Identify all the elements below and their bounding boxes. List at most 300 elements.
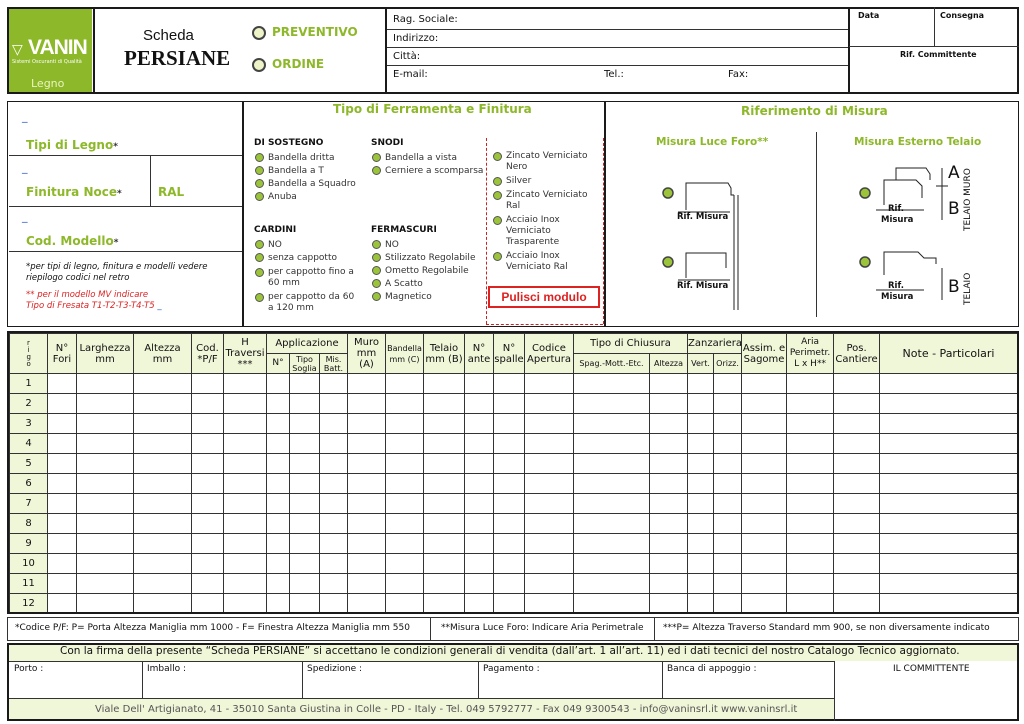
table-cell[interactable] [574, 374, 650, 394]
table-cell[interactable] [290, 534, 320, 554]
table-cell[interactable] [650, 474, 688, 494]
table-cell[interactable] [224, 514, 267, 534]
table-cell[interactable] [290, 514, 320, 534]
table-cell[interactable] [267, 494, 290, 514]
table-cell[interactable] [742, 514, 787, 534]
table-cell[interactable] [348, 514, 386, 534]
table-cell[interactable] [787, 514, 834, 534]
data-field[interactable]: Data [858, 11, 880, 20]
table-cell[interactable] [348, 414, 386, 434]
table-cell[interactable] [424, 414, 465, 434]
table-cell[interactable] [650, 394, 688, 414]
table-cell[interactable] [742, 574, 787, 594]
table-cell[interactable] [192, 494, 224, 514]
fax-field[interactable]: Fax: [728, 69, 749, 80]
indirizzo-field[interactable]: Indirizzo: [393, 33, 439, 44]
citta-field[interactable]: Città: [393, 51, 421, 62]
table-cell[interactable] [465, 474, 494, 494]
table-cell[interactable] [134, 554, 192, 574]
table-cell[interactable] [494, 594, 525, 614]
radio-option[interactable]: NO [255, 239, 360, 252]
table-cell[interactable] [320, 374, 348, 394]
radio-option[interactable]: Silver [493, 176, 601, 187]
table-cell[interactable] [224, 454, 267, 474]
table-cell[interactable] [348, 434, 386, 454]
table-cell[interactable] [77, 454, 134, 474]
table-cell[interactable] [77, 414, 134, 434]
table-cell[interactable] [267, 534, 290, 554]
table-cell[interactable] [465, 454, 494, 474]
table-cell[interactable] [688, 554, 714, 574]
cod-modello-label[interactable]: Cod. Modello* [26, 234, 119, 248]
table-cell[interactable] [224, 534, 267, 554]
table-cell[interactable] [834, 374, 880, 394]
table-cell[interactable] [834, 574, 880, 594]
table-cell[interactable] [134, 574, 192, 594]
table-cell[interactable] [787, 434, 834, 454]
table-cell[interactable] [787, 374, 834, 394]
table-cell[interactable] [880, 594, 1018, 614]
table-cell[interactable] [48, 554, 77, 574]
table-cell[interactable] [742, 534, 787, 554]
table-cell[interactable] [386, 594, 424, 614]
table-cell[interactable] [386, 434, 424, 454]
table-cell[interactable] [494, 394, 525, 414]
table-cell[interactable] [574, 554, 650, 574]
table-cell[interactable] [224, 554, 267, 574]
table-cell[interactable] [386, 494, 424, 514]
table-cell[interactable] [290, 594, 320, 614]
table-cell[interactable] [267, 514, 290, 534]
radio-option[interactable]: Magnetico [372, 291, 475, 304]
radio-option[interactable]: Ometto Regolabile [372, 265, 475, 278]
table-cell[interactable] [134, 434, 192, 454]
table-cell[interactable] [224, 494, 267, 514]
table-cell[interactable] [880, 494, 1018, 514]
table-cell[interactable] [787, 534, 834, 554]
table-cell[interactable] [574, 434, 650, 454]
tipi-legno-label[interactable]: Tipi di Legno* [26, 138, 118, 152]
table-cell[interactable] [320, 454, 348, 474]
table-cell[interactable] [525, 454, 574, 474]
finitura-noce-label[interactable]: Finitura Noce* [26, 185, 122, 199]
table-cell[interactable] [386, 554, 424, 574]
table-cell[interactable] [650, 494, 688, 514]
spedizione-field[interactable]: Spedizione : [307, 664, 363, 674]
table-cell[interactable] [424, 454, 465, 474]
radio-option[interactable]: A Scatto [372, 278, 475, 291]
table-cell[interactable] [574, 494, 650, 514]
table-cell[interactable] [290, 494, 320, 514]
table-cell[interactable] [348, 494, 386, 514]
table-cell[interactable] [48, 454, 77, 474]
table-cell[interactable] [880, 474, 1018, 494]
table-cell[interactable] [787, 474, 834, 494]
table-cell[interactable] [525, 414, 574, 434]
table-cell[interactable] [650, 534, 688, 554]
table-cell[interactable] [192, 534, 224, 554]
table-cell[interactable] [714, 494, 742, 514]
porto-field[interactable]: Porto : [14, 664, 44, 674]
table-cell[interactable] [77, 574, 134, 594]
radio-option[interactable]: Zincato Verniciato Nero [493, 151, 601, 173]
table-cell[interactable] [574, 394, 650, 414]
table-cell[interactable] [714, 594, 742, 614]
table-cell[interactable] [880, 434, 1018, 454]
table-cell[interactable] [742, 394, 787, 414]
table-cell[interactable] [574, 414, 650, 434]
table-cell[interactable] [290, 414, 320, 434]
table-cell[interactable] [688, 434, 714, 454]
table-cell[interactable] [320, 474, 348, 494]
table-cell[interactable] [494, 514, 525, 534]
table-cell[interactable] [348, 594, 386, 614]
table-cell[interactable] [880, 414, 1018, 434]
table-cell[interactable] [465, 494, 494, 514]
table-cell[interactable] [48, 394, 77, 414]
table-cell[interactable] [77, 474, 134, 494]
table-cell[interactable] [290, 574, 320, 594]
table-cell[interactable] [688, 374, 714, 394]
table-cell[interactable] [134, 534, 192, 554]
radio-option[interactable]: NO [372, 239, 475, 252]
table-cell[interactable] [267, 434, 290, 454]
table-cell[interactable] [424, 374, 465, 394]
table-cell[interactable] [880, 454, 1018, 474]
table-cell[interactable] [688, 594, 714, 614]
table-cell[interactable] [880, 374, 1018, 394]
table-cell[interactable] [787, 574, 834, 594]
table-cell[interactable] [742, 594, 787, 614]
table-cell[interactable] [48, 534, 77, 554]
table-cell[interactable] [348, 374, 386, 394]
table-cell[interactable] [192, 514, 224, 534]
table-cell[interactable] [834, 534, 880, 554]
table-cell[interactable] [424, 594, 465, 614]
table-cell[interactable] [834, 394, 880, 414]
table-cell[interactable] [192, 374, 224, 394]
table-cell[interactable] [320, 574, 348, 594]
table-cell[interactable] [48, 474, 77, 494]
table-cell[interactable] [224, 414, 267, 434]
table-cell[interactable] [134, 454, 192, 474]
table-cell[interactable] [224, 594, 267, 614]
table-cell[interactable] [650, 454, 688, 474]
table-cell[interactable] [714, 454, 742, 474]
table-cell[interactable] [742, 374, 787, 394]
table-cell[interactable] [290, 434, 320, 454]
table-cell[interactable] [494, 434, 525, 454]
table-cell[interactable] [525, 514, 574, 534]
table-cell[interactable] [267, 454, 290, 474]
ordine-radio[interactable] [252, 58, 266, 72]
table-cell[interactable] [714, 394, 742, 414]
table-cell[interactable] [424, 554, 465, 574]
table-cell[interactable] [77, 554, 134, 574]
table-cell[interactable] [714, 554, 742, 574]
table-cell[interactable] [787, 454, 834, 474]
table-cell[interactable] [134, 394, 192, 414]
table-cell[interactable] [714, 414, 742, 434]
table-cell[interactable] [134, 374, 192, 394]
table-cell[interactable] [77, 494, 134, 514]
table-cell[interactable] [224, 474, 267, 494]
radio-option[interactable]: Anuba [255, 191, 356, 204]
table-cell[interactable] [834, 494, 880, 514]
table-cell[interactable] [465, 374, 494, 394]
table-cell[interactable] [688, 474, 714, 494]
table-cell[interactable] [77, 374, 134, 394]
table-cell[interactable] [688, 414, 714, 434]
table-cell[interactable] [525, 474, 574, 494]
table-cell[interactable] [880, 514, 1018, 534]
radio-option[interactable]: per cappotto fino a 60 mm [255, 267, 360, 289]
table-cell[interactable] [650, 554, 688, 574]
table-cell[interactable] [650, 514, 688, 534]
table-cell[interactable] [348, 574, 386, 594]
table-cell[interactable] [48, 574, 77, 594]
table-cell[interactable] [688, 534, 714, 554]
table-cell[interactable] [290, 454, 320, 474]
table-cell[interactable] [386, 534, 424, 554]
table-cell[interactable] [267, 554, 290, 574]
table-cell[interactable] [494, 574, 525, 594]
table-cell[interactable] [494, 454, 525, 474]
table-cell[interactable] [320, 534, 348, 554]
table-cell[interactable] [424, 394, 465, 414]
table-cell[interactable] [192, 434, 224, 454]
table-cell[interactable] [650, 594, 688, 614]
table-cell[interactable] [48, 374, 77, 394]
table-cell[interactable] [267, 394, 290, 414]
table-cell[interactable] [834, 414, 880, 434]
table-cell[interactable] [742, 414, 787, 434]
table-cell[interactable] [267, 574, 290, 594]
table-cell[interactable] [192, 554, 224, 574]
table-cell[interactable] [834, 594, 880, 614]
table-cell[interactable] [650, 434, 688, 454]
radio-option[interactable]: Zincato Verniciato Ral [493, 190, 601, 212]
table-cell[interactable] [192, 454, 224, 474]
radio-option[interactable]: Acciaio Inox Verniciato Trasparente [493, 215, 601, 248]
table-cell[interactable] [787, 554, 834, 574]
table-cell[interactable] [494, 414, 525, 434]
table-cell[interactable] [742, 454, 787, 474]
table-cell[interactable] [48, 494, 77, 514]
table-cell[interactable] [77, 594, 134, 614]
table-cell[interactable] [494, 534, 525, 554]
table-cell[interactable] [688, 514, 714, 534]
table-cell[interactable] [465, 434, 494, 454]
table-cell[interactable] [290, 554, 320, 574]
preventivo-option[interactable]: PREVENTIVO [252, 25, 358, 40]
table-cell[interactable] [192, 474, 224, 494]
table-cell[interactable] [465, 514, 494, 534]
table-cell[interactable] [192, 394, 224, 414]
table-cell[interactable] [525, 554, 574, 574]
banca-field[interactable]: Banca di appoggio : [667, 664, 757, 674]
table-cell[interactable] [714, 574, 742, 594]
table-cell[interactable] [77, 394, 134, 414]
table-cell[interactable] [650, 414, 688, 434]
table-cell[interactable] [48, 594, 77, 614]
tel-field[interactable]: Tel.: [604, 69, 624, 80]
table-cell[interactable] [224, 394, 267, 414]
radio-option[interactable]: Bandella dritta [255, 152, 356, 165]
table-cell[interactable] [688, 574, 714, 594]
table-cell[interactable] [386, 574, 424, 594]
table-cell[interactable] [134, 514, 192, 534]
table-cell[interactable] [48, 414, 77, 434]
table-cell[interactable] [834, 554, 880, 574]
table-cell[interactable] [48, 434, 77, 454]
table-cell[interactable] [290, 474, 320, 494]
table-cell[interactable] [424, 494, 465, 514]
table-cell[interactable] [465, 394, 494, 414]
table-cell[interactable] [77, 534, 134, 554]
table-cell[interactable] [320, 394, 348, 414]
table-cell[interactable] [386, 374, 424, 394]
rif-committente-field[interactable]: Rif. Committente [900, 50, 977, 59]
table-cell[interactable] [267, 594, 290, 614]
table-cell[interactable] [386, 514, 424, 534]
table-cell[interactable] [742, 494, 787, 514]
table-cell[interactable] [320, 494, 348, 514]
table-cell[interactable] [880, 534, 1018, 554]
pulisci-button[interactable]: Pulisci modulo [488, 286, 600, 308]
table-cell[interactable] [424, 514, 465, 534]
table-cell[interactable] [742, 474, 787, 494]
table-cell[interactable] [574, 534, 650, 554]
table-cell[interactable] [525, 374, 574, 394]
table-cell[interactable] [880, 574, 1018, 594]
table-cell[interactable] [267, 474, 290, 494]
table-cell[interactable] [494, 494, 525, 514]
table-cell[interactable] [834, 474, 880, 494]
table-cell[interactable] [574, 454, 650, 474]
table-cell[interactable] [290, 394, 320, 414]
radio-option[interactable]: Bandella a Squadro [255, 178, 356, 191]
table-cell[interactable] [787, 414, 834, 434]
table-cell[interactable] [574, 514, 650, 534]
table-cell[interactable] [787, 594, 834, 614]
table-cell[interactable] [224, 434, 267, 454]
table-cell[interactable] [348, 534, 386, 554]
table-cell[interactable] [348, 394, 386, 414]
table-cell[interactable] [134, 474, 192, 494]
table-cell[interactable] [834, 434, 880, 454]
radio-option[interactable]: Bandella a vista [372, 152, 483, 165]
table-cell[interactable] [525, 494, 574, 514]
table-cell[interactable] [525, 434, 574, 454]
table-cell[interactable] [192, 574, 224, 594]
table-cell[interactable] [192, 594, 224, 614]
consegna-field[interactable]: Consegna [940, 11, 985, 20]
table-cell[interactable] [348, 454, 386, 474]
table-cell[interactable] [494, 374, 525, 394]
table-cell[interactable] [688, 394, 714, 414]
radio-option[interactable]: senza cappotto [255, 252, 360, 265]
table-cell[interactable] [348, 474, 386, 494]
table-cell[interactable] [574, 574, 650, 594]
table-cell[interactable] [494, 554, 525, 574]
table-cell[interactable] [574, 474, 650, 494]
radio-option[interactable]: Cerniere a scomparsa [372, 165, 483, 178]
table-cell[interactable] [192, 414, 224, 434]
radio-option[interactable]: Stilizzato Regolabile [372, 252, 475, 265]
table-cell[interactable] [134, 494, 192, 514]
table-cell[interactable] [465, 574, 494, 594]
table-cell[interactable] [525, 534, 574, 554]
table-cell[interactable] [880, 554, 1018, 574]
table-cell[interactable] [320, 594, 348, 614]
table-cell[interactable] [787, 394, 834, 414]
table-cell[interactable] [525, 574, 574, 594]
table-cell[interactable] [714, 434, 742, 454]
table-cell[interactable] [494, 474, 525, 494]
radio-option[interactable]: per cappotto da 60 a 120 mm [255, 292, 360, 314]
table-cell[interactable] [880, 394, 1018, 414]
table-cell[interactable] [650, 374, 688, 394]
table-cell[interactable] [525, 594, 574, 614]
table-cell[interactable] [386, 474, 424, 494]
table-cell[interactable] [48, 514, 77, 534]
table-cell[interactable] [714, 474, 742, 494]
table-cell[interactable] [386, 414, 424, 434]
table-cell[interactable] [465, 534, 494, 554]
ral-label[interactable]: RAL [158, 185, 185, 199]
table-cell[interactable] [320, 414, 348, 434]
table-cell[interactable] [525, 394, 574, 414]
table-cell[interactable] [134, 594, 192, 614]
table-cell[interactable] [688, 494, 714, 514]
table-cell[interactable] [320, 434, 348, 454]
table-cell[interactable] [267, 414, 290, 434]
table-cell[interactable] [386, 394, 424, 414]
table-cell[interactable] [465, 414, 494, 434]
table-cell[interactable] [574, 594, 650, 614]
table-cell[interactable] [650, 574, 688, 594]
table-cell[interactable] [714, 534, 742, 554]
table-cell[interactable] [224, 574, 267, 594]
table-cell[interactable] [290, 374, 320, 394]
table-cell[interactable] [224, 374, 267, 394]
table-cell[interactable] [834, 454, 880, 474]
rag-sociale-field[interactable]: Rag. Sociale: [393, 14, 458, 25]
pagamento-field[interactable]: Pagamento : [483, 664, 540, 674]
table-cell[interactable] [77, 434, 134, 454]
table-cell[interactable] [424, 534, 465, 554]
table-cell[interactable] [714, 374, 742, 394]
table-cell[interactable] [834, 514, 880, 534]
imballo-field[interactable]: Imballo : [147, 664, 187, 674]
table-cell[interactable] [424, 474, 465, 494]
email-field[interactable]: E-mail: [393, 69, 428, 80]
table-cell[interactable] [465, 594, 494, 614]
table-cell[interactable] [134, 414, 192, 434]
table-cell[interactable] [386, 454, 424, 474]
table-cell[interactable] [688, 454, 714, 474]
table-cell[interactable] [742, 554, 787, 574]
ordine-option[interactable]: ORDINE [252, 57, 324, 72]
table-cell[interactable] [465, 554, 494, 574]
table-cell[interactable] [424, 434, 465, 454]
table-cell[interactable] [742, 434, 787, 454]
table-cell[interactable] [714, 514, 742, 534]
preventivo-radio[interactable] [252, 26, 266, 40]
table-cell[interactable] [348, 554, 386, 574]
table-cell[interactable] [320, 514, 348, 534]
